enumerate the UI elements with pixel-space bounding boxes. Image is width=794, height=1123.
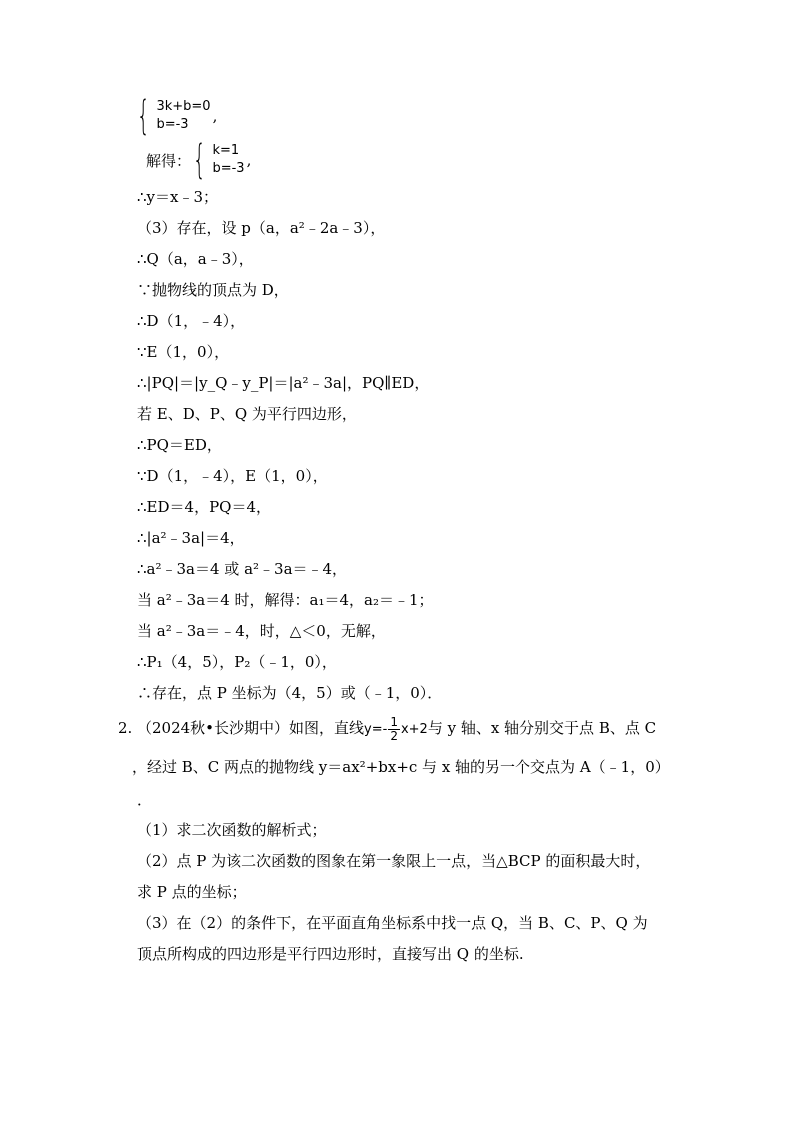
solution-line: ∴ED＝4，PQ＝4， <box>137 498 271 516</box>
problem-2-line-1-rest: 与 y 轴、x 轴分别交于点 B、点 C <box>427 719 657 737</box>
system-2-row-2: b=-3 <box>212 161 245 176</box>
brace-icon: { <box>193 137 206 183</box>
system-1-row-1: 3k+b=0 <box>156 99 211 114</box>
question-2-line-2: 求 P 点的坐标； <box>137 883 247 901</box>
problem-2-statement-line-1 <box>137 714 656 744</box>
line-equation-suffix: x+2 <box>400 722 428 737</box>
brace-icon: { <box>137 93 150 139</box>
problem-2-statement-line-3: ． <box>137 791 153 809</box>
solution-line: ∴存在，点 P 坐标为（4，5）或（﹣1，0）． <box>137 684 443 702</box>
solution-line: ∴y＝x﹣3； <box>137 188 219 206</box>
question-2-line-1: （2）点 P 为该二次函数的图象在第一象限上一点，当△BCP 的面积最大时， <box>137 852 651 870</box>
system-2-tail: , <box>246 151 252 169</box>
question-3-line-2: 顶点所构成的四边形是平行四边形时，直接写出 Q 的坐标. <box>137 945 524 963</box>
solution-line: （3）存在，设 p（a，a²﹣2a﹣3）， <box>137 219 386 237</box>
system-1-tail: , <box>212 107 218 125</box>
solution-line: 当 a²﹣3a＝﹣4，时，△＜0，无解， <box>137 622 386 640</box>
solution-line: ∴Q（a，a﹣3）， <box>137 250 254 268</box>
solution-line: 若 E、D、P、Q 为平行四边形， <box>137 405 357 423</box>
system-2-row-1: k=1 <box>212 143 240 158</box>
solution-line: ∴|PQ|＝|y_Q﹣y_P|＝|a²﹣3a|，PQ∥ED， <box>137 374 430 392</box>
solution-line: ∵E（1，0）， <box>137 343 230 361</box>
line-equation-prefix: y=- <box>364 722 388 737</box>
question-1: （1）求二次函数的解析式； <box>137 821 327 839</box>
solution-line: ∵抛物线的顶点为 D， <box>137 281 289 299</box>
fraction-denominator: 2 <box>390 728 398 743</box>
solution-line: ∴PQ＝ED， <box>137 436 222 454</box>
solution-line: ∴|a²﹣3a|＝4， <box>137 529 245 547</box>
question-3-line-1: （3）在（2）的条件下，在平面直角坐标系中找一点 Q，当 B、C、P、Q 为 <box>137 914 648 932</box>
solution-line: ∴a²﹣3a＝4 或 a²﹣3a＝﹣4， <box>137 560 348 578</box>
problem-number: 2. <box>118 719 133 737</box>
solve-label: 解得： <box>146 151 192 170</box>
solution-line: ∵D（1，﹣4），E（1，0）， <box>137 467 328 485</box>
equation-system-2 <box>146 137 252 183</box>
equation-system-1 <box>137 93 218 139</box>
fraction <box>388 716 400 743</box>
solution-line: 当 a²﹣3a＝4 时，解得：a₁＝4，a₂＝﹣1； <box>137 591 434 609</box>
problem-2-statement-line-2: ，经过 B、C 两点的抛物线 y＝ax²+bx+c 与 x 轴的另一个交点为 A（﹣1，0） <box>132 758 670 776</box>
system-1-row-2: b=-3 <box>156 117 189 132</box>
solution-line: ∴D（1，﹣4）， <box>137 312 246 330</box>
problem-source: （2024秋•长沙期中）如图，直线 <box>137 719 365 737</box>
solution-line: ∴P₁（4，5），P₂（﹣1，0）， <box>137 653 337 671</box>
fraction-numerator: 1 <box>390 714 398 729</box>
